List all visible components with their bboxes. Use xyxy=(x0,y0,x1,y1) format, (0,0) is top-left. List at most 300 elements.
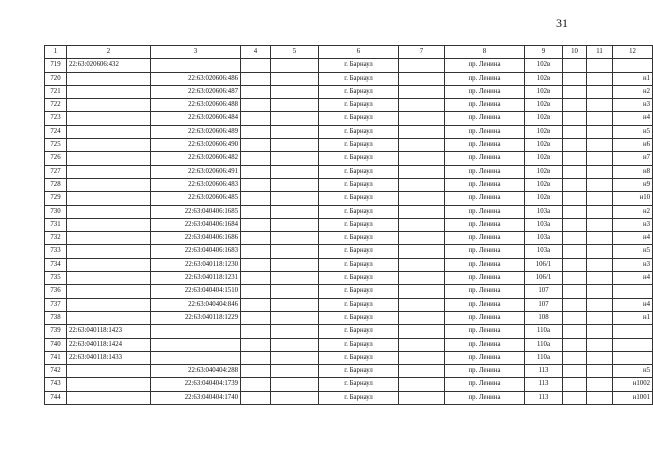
cell-premises-cadastral-number: 22:63:020606:490 xyxy=(151,139,241,152)
cell-empty xyxy=(399,258,445,271)
cell-row-number: 743 xyxy=(45,378,67,391)
table-row xyxy=(45,85,653,98)
cell-empty xyxy=(563,112,587,125)
cell-city: г. Барнаул xyxy=(319,72,399,85)
cell-empty xyxy=(563,205,587,218)
cell-city: г. Барнаул xyxy=(319,338,399,351)
cell-street: пр. Ленина xyxy=(445,311,525,324)
cell-premises-cadastral-number: 22:63:020606:483 xyxy=(151,178,241,191)
cell-city: г. Барнаул xyxy=(319,351,399,364)
cell-empty xyxy=(563,391,587,404)
cell-cadastral-number xyxy=(67,365,151,378)
cell-empty xyxy=(241,178,271,191)
cell-street: пр. Ленина xyxy=(445,165,525,178)
cell-empty xyxy=(563,72,587,85)
table-row xyxy=(45,351,653,364)
cell-empty xyxy=(271,165,319,178)
cell-empty xyxy=(241,391,271,404)
cell-cadastral-number xyxy=(67,72,151,85)
cell-street: пр. Ленина xyxy=(445,72,525,85)
table-row xyxy=(45,205,653,218)
cell-row-number: 720 xyxy=(45,72,67,85)
cell-empty xyxy=(587,192,613,205)
cell-city: г. Барнаул xyxy=(319,325,399,338)
table-row xyxy=(45,99,653,112)
cell-city: г. Барнаул xyxy=(319,85,399,98)
cell-premises-cadastral-number: 22:63:020606:485 xyxy=(151,192,241,205)
cell-empty xyxy=(563,258,587,271)
cell-premises-cadastral-number xyxy=(151,351,241,364)
registry-table xyxy=(44,45,653,405)
cell-premises-number: н4 xyxy=(613,232,653,245)
cell-empty xyxy=(271,311,319,324)
cell-empty xyxy=(587,205,613,218)
table-row xyxy=(45,272,653,285)
cell-empty xyxy=(587,59,613,72)
cell-house-number: 103а xyxy=(525,245,563,258)
cell-empty xyxy=(563,85,587,98)
cell-city: г. Барнаул xyxy=(319,205,399,218)
cell-empty xyxy=(399,139,445,152)
cell-street: пр. Ленина xyxy=(445,325,525,338)
cell-empty xyxy=(271,59,319,72)
cell-house-number: 110а xyxy=(525,338,563,351)
table-row xyxy=(45,325,653,338)
cell-empty xyxy=(399,192,445,205)
cell-empty xyxy=(399,112,445,125)
cell-cadastral-number: 22:63:040118:1424 xyxy=(67,338,151,351)
cell-empty xyxy=(399,378,445,391)
cell-street: пр. Ленина xyxy=(445,112,525,125)
cell-empty xyxy=(563,338,587,351)
cell-premises-cadastral-number xyxy=(151,325,241,338)
cell-city: г. Барнаул xyxy=(319,152,399,165)
cell-row-number: 730 xyxy=(45,205,67,218)
cell-cadastral-number: 22:63:040118:1423 xyxy=(67,325,151,338)
cell-street: пр. Ленина xyxy=(445,285,525,298)
cell-street: пр. Ленина xyxy=(445,258,525,271)
table-row xyxy=(45,232,653,245)
cell-empty xyxy=(241,99,271,112)
cell-empty xyxy=(399,125,445,138)
cell-empty xyxy=(241,285,271,298)
cell-house-number: 102в xyxy=(525,139,563,152)
cell-street: пр. Ленина xyxy=(445,378,525,391)
cell-empty xyxy=(587,165,613,178)
cell-empty xyxy=(271,139,319,152)
cell-empty xyxy=(587,218,613,231)
cell-empty xyxy=(241,311,271,324)
cell-empty xyxy=(399,338,445,351)
cell-empty xyxy=(271,125,319,138)
cell-street: пр. Ленина xyxy=(445,205,525,218)
cell-empty xyxy=(563,245,587,258)
cell-city: г. Барнаул xyxy=(319,285,399,298)
cell-street: пр. Ленина xyxy=(445,99,525,112)
cell-cadastral-number xyxy=(67,112,151,125)
cell-empty xyxy=(587,391,613,404)
cell-premises-cadastral-number: 22:63:020606:488 xyxy=(151,99,241,112)
cell-street: пр. Ленина xyxy=(445,192,525,205)
cell-empty xyxy=(563,378,587,391)
cell-house-number: 103а xyxy=(525,205,563,218)
cell-empty xyxy=(271,178,319,191)
cell-cadastral-number xyxy=(67,205,151,218)
cell-street: пр. Ленина xyxy=(445,125,525,138)
cell-street: пр. Ленина xyxy=(445,139,525,152)
cell-cadastral-number xyxy=(67,298,151,311)
cell-street: пр. Ленина xyxy=(445,85,525,98)
header-cell: 7 xyxy=(399,46,445,59)
cell-empty xyxy=(399,178,445,191)
cell-house-number: 107 xyxy=(525,285,563,298)
cell-empty xyxy=(587,351,613,364)
cell-empty xyxy=(563,192,587,205)
cell-premises-number: н6 xyxy=(613,139,653,152)
cell-city: г. Барнаул xyxy=(319,178,399,191)
cell-empty xyxy=(563,351,587,364)
cell-city: г. Барнаул xyxy=(319,311,399,324)
cell-empty xyxy=(563,139,587,152)
cell-empty xyxy=(271,298,319,311)
table-row xyxy=(45,192,653,205)
table-body xyxy=(45,59,653,405)
cell-house-number: 102в xyxy=(525,59,563,72)
table-row xyxy=(45,365,653,378)
cell-row-number: 729 xyxy=(45,192,67,205)
cell-empty xyxy=(587,258,613,271)
cell-row-number: 728 xyxy=(45,178,67,191)
cell-empty xyxy=(271,391,319,404)
cell-premises-cadastral-number: 22:63:020606:484 xyxy=(151,112,241,125)
cell-empty xyxy=(587,285,613,298)
cell-house-number: 113 xyxy=(525,391,563,404)
cell-premises-cadastral-number: 22:63:040118:1229 xyxy=(151,311,241,324)
cell-empty xyxy=(271,365,319,378)
cell-empty xyxy=(587,72,613,85)
cell-premises-cadastral-number: 22:63:040404:1740 xyxy=(151,391,241,404)
cell-premises-cadastral-number xyxy=(151,338,241,351)
cell-empty xyxy=(271,325,319,338)
cell-empty xyxy=(563,272,587,285)
cell-empty xyxy=(399,245,445,258)
cell-premises-cadastral-number: 22:63:040118:1231 xyxy=(151,272,241,285)
cell-premises-number: н4 xyxy=(613,298,653,311)
cell-row-number: 732 xyxy=(45,232,67,245)
cell-row-number: 719 xyxy=(45,59,67,72)
cell-house-number: 107 xyxy=(525,298,563,311)
cell-premises-number xyxy=(613,351,653,364)
cell-empty xyxy=(563,325,587,338)
cell-city: г. Барнаул xyxy=(319,59,399,72)
cell-house-number: 106/1 xyxy=(525,272,563,285)
cell-premises-number: н4 xyxy=(613,112,653,125)
cell-empty xyxy=(587,325,613,338)
cell-premises-cadastral-number: 22:63:040406:1684 xyxy=(151,218,241,231)
cell-row-number: 740 xyxy=(45,338,67,351)
cell-row-number: 744 xyxy=(45,391,67,404)
cell-street: пр. Ленина xyxy=(445,152,525,165)
cell-premises-cadastral-number: 22:63:020606:489 xyxy=(151,125,241,138)
cell-premises-number: н7 xyxy=(613,152,653,165)
cell-empty xyxy=(399,298,445,311)
cell-city: г. Барнаул xyxy=(319,365,399,378)
cell-empty xyxy=(241,338,271,351)
cell-empty xyxy=(587,99,613,112)
cell-house-number: 102в xyxy=(525,178,563,191)
cell-empty xyxy=(241,165,271,178)
table-row xyxy=(45,245,653,258)
cell-premises-number: н4 xyxy=(613,272,653,285)
cell-house-number: 113 xyxy=(525,365,563,378)
cell-city: г. Барнаул xyxy=(319,298,399,311)
cell-cadastral-number: 22:63:040118:1433 xyxy=(67,351,151,364)
cell-city: г. Барнаул xyxy=(319,258,399,271)
cell-city: г. Барнаул xyxy=(319,112,399,125)
cell-empty xyxy=(399,218,445,231)
cell-empty xyxy=(587,245,613,258)
cell-row-number: 741 xyxy=(45,351,67,364)
cell-premises-cadastral-number xyxy=(151,59,241,72)
cell-cadastral-number xyxy=(67,272,151,285)
cell-empty xyxy=(587,139,613,152)
table-row xyxy=(45,298,653,311)
cell-row-number: 725 xyxy=(45,139,67,152)
cell-empty xyxy=(563,178,587,191)
cell-house-number: 102в xyxy=(525,112,563,125)
cell-cadastral-number xyxy=(67,258,151,271)
cell-empty xyxy=(399,205,445,218)
cell-premises-cadastral-number: 22:63:040404:1510 xyxy=(151,285,241,298)
cell-empty xyxy=(399,311,445,324)
cell-house-number: 102в xyxy=(525,72,563,85)
cell-empty xyxy=(399,165,445,178)
table-row xyxy=(45,59,653,72)
header-cell: 12 xyxy=(613,46,653,59)
cell-empty xyxy=(399,325,445,338)
cell-empty xyxy=(587,378,613,391)
cell-empty xyxy=(271,152,319,165)
cell-empty xyxy=(241,272,271,285)
cell-cadastral-number xyxy=(67,245,151,258)
cell-house-number: 108 xyxy=(525,311,563,324)
cell-empty xyxy=(241,85,271,98)
cell-row-number: 722 xyxy=(45,99,67,112)
table-row xyxy=(45,311,653,324)
cell-empty xyxy=(399,391,445,404)
cell-house-number: 103а xyxy=(525,218,563,231)
cell-row-number: 733 xyxy=(45,245,67,258)
cell-house-number: 110а xyxy=(525,351,563,364)
cell-cadastral-number xyxy=(67,125,151,138)
table-row xyxy=(45,378,653,391)
cell-premises-number xyxy=(613,59,653,72)
cell-house-number: 106/1 xyxy=(525,258,563,271)
cell-empty xyxy=(241,112,271,125)
header-cell: 1 xyxy=(45,46,67,59)
cell-row-number: 742 xyxy=(45,365,67,378)
cell-premises-number: н3 xyxy=(613,99,653,112)
cell-empty xyxy=(587,298,613,311)
cell-empty xyxy=(241,258,271,271)
cell-row-number: 723 xyxy=(45,112,67,125)
cell-house-number: 102в xyxy=(525,165,563,178)
cell-empty xyxy=(271,272,319,285)
cell-empty xyxy=(271,72,319,85)
cell-premises-cadastral-number: 22:63:040406:1686 xyxy=(151,232,241,245)
cell-house-number: 113 xyxy=(525,378,563,391)
cell-empty xyxy=(563,365,587,378)
cell-empty xyxy=(271,378,319,391)
cell-empty xyxy=(399,272,445,285)
cell-empty xyxy=(563,152,587,165)
cell-premises-number: н3 xyxy=(613,218,653,231)
cell-street: пр. Ленина xyxy=(445,391,525,404)
page-number: 31 xyxy=(556,16,568,30)
cell-premises-cadastral-number: 22:63:020606:487 xyxy=(151,85,241,98)
cell-city: г. Барнаул xyxy=(319,99,399,112)
cell-premises-number: н2 xyxy=(613,205,653,218)
cell-empty xyxy=(271,351,319,364)
cell-empty xyxy=(241,125,271,138)
cell-city: г. Барнаул xyxy=(319,139,399,152)
cell-empty xyxy=(587,152,613,165)
cell-empty xyxy=(241,192,271,205)
cell-empty xyxy=(271,232,319,245)
table-row xyxy=(45,258,653,271)
cell-row-number: 731 xyxy=(45,218,67,231)
cell-empty xyxy=(271,258,319,271)
cell-row-number: 726 xyxy=(45,152,67,165)
cell-row-number: 739 xyxy=(45,325,67,338)
cell-cadastral-number xyxy=(67,85,151,98)
cell-empty xyxy=(399,72,445,85)
cell-cadastral-number xyxy=(67,192,151,205)
cell-empty xyxy=(241,72,271,85)
cell-street: пр. Ленина xyxy=(445,232,525,245)
cell-row-number: 736 xyxy=(45,285,67,298)
cell-empty xyxy=(241,378,271,391)
header-row xyxy=(45,46,653,59)
table-row xyxy=(45,178,653,191)
cell-premises-cadastral-number: 22:63:040404:288 xyxy=(151,365,241,378)
cell-city: г. Барнаул xyxy=(319,192,399,205)
cell-empty xyxy=(399,85,445,98)
cell-house-number: 102в xyxy=(525,125,563,138)
table-row xyxy=(45,139,653,152)
cell-cadastral-number xyxy=(67,99,151,112)
cell-empty xyxy=(563,232,587,245)
cell-premises-number: н1 xyxy=(613,72,653,85)
cell-empty xyxy=(271,99,319,112)
cell-empty xyxy=(271,85,319,98)
cell-cadastral-number xyxy=(67,139,151,152)
cell-city: г. Барнаул xyxy=(319,378,399,391)
cell-empty xyxy=(241,351,271,364)
cell-premises-cadastral-number: 22:63:040406:1683 xyxy=(151,245,241,258)
cell-premises-number: н9 xyxy=(613,178,653,191)
cell-empty xyxy=(399,232,445,245)
cell-street: пр. Ленина xyxy=(445,272,525,285)
cell-row-number: 738 xyxy=(45,311,67,324)
header-cell: 11 xyxy=(587,46,613,59)
cell-premises-number: н3 xyxy=(613,258,653,271)
cell-street: пр. Ленина xyxy=(445,338,525,351)
cell-premises-cadastral-number: 22:63:020606:482 xyxy=(151,152,241,165)
cell-empty xyxy=(241,298,271,311)
cell-house-number: 103а xyxy=(525,232,563,245)
cell-cadastral-number xyxy=(67,285,151,298)
header-cell: 2 xyxy=(67,46,151,59)
cell-empty xyxy=(241,365,271,378)
cell-street: пр. Ленина xyxy=(445,178,525,191)
cell-street: пр. Ленина xyxy=(445,245,525,258)
cell-premises-number: н8 xyxy=(613,165,653,178)
cell-empty xyxy=(241,245,271,258)
cell-cadastral-number: 22:63:020606:432 xyxy=(67,59,151,72)
cell-street: пр. Ленина xyxy=(445,298,525,311)
cell-empty xyxy=(587,338,613,351)
cell-empty xyxy=(271,192,319,205)
cell-empty xyxy=(241,152,271,165)
cell-empty xyxy=(241,232,271,245)
cell-premises-cadastral-number: 22:63:040118:1230 xyxy=(151,258,241,271)
cell-empty xyxy=(563,285,587,298)
cell-empty xyxy=(563,218,587,231)
cell-row-number: 727 xyxy=(45,165,67,178)
cell-house-number: 102в xyxy=(525,85,563,98)
cell-empty xyxy=(399,285,445,298)
cell-street: пр. Ленина xyxy=(445,218,525,231)
table-row xyxy=(45,285,653,298)
cell-empty xyxy=(563,311,587,324)
cell-empty xyxy=(587,112,613,125)
cell-cadastral-number xyxy=(67,152,151,165)
cell-empty xyxy=(563,125,587,138)
cell-premises-cadastral-number: 22:63:020606:491 xyxy=(151,165,241,178)
cell-empty xyxy=(587,272,613,285)
header-cell: 3 xyxy=(151,46,241,59)
cell-premises-number xyxy=(613,338,653,351)
cell-cadastral-number xyxy=(67,311,151,324)
cell-cadastral-number xyxy=(67,165,151,178)
cell-premises-number: н2 xyxy=(613,85,653,98)
cell-empty xyxy=(241,205,271,218)
cell-city: г. Барнаул xyxy=(319,165,399,178)
cell-empty xyxy=(399,59,445,72)
cell-premises-number: н5 xyxy=(613,125,653,138)
cell-cadastral-number xyxy=(67,378,151,391)
cell-cadastral-number xyxy=(67,391,151,404)
cell-house-number: 102в xyxy=(525,99,563,112)
cell-premises-number: н1001 xyxy=(613,391,653,404)
cell-empty xyxy=(563,165,587,178)
header-cell: 5 xyxy=(271,46,319,59)
cell-empty xyxy=(271,218,319,231)
cell-cadastral-number xyxy=(67,178,151,191)
cell-premises-number: н10 xyxy=(613,192,653,205)
cell-empty xyxy=(241,218,271,231)
cell-empty xyxy=(587,365,613,378)
cell-row-number: 734 xyxy=(45,258,67,271)
header-cell: 10 xyxy=(563,46,587,59)
cell-empty xyxy=(399,99,445,112)
header-cell: 9 xyxy=(525,46,563,59)
table-row xyxy=(45,152,653,165)
cell-empty xyxy=(399,152,445,165)
cell-row-number: 724 xyxy=(45,125,67,138)
cell-cadastral-number xyxy=(67,232,151,245)
